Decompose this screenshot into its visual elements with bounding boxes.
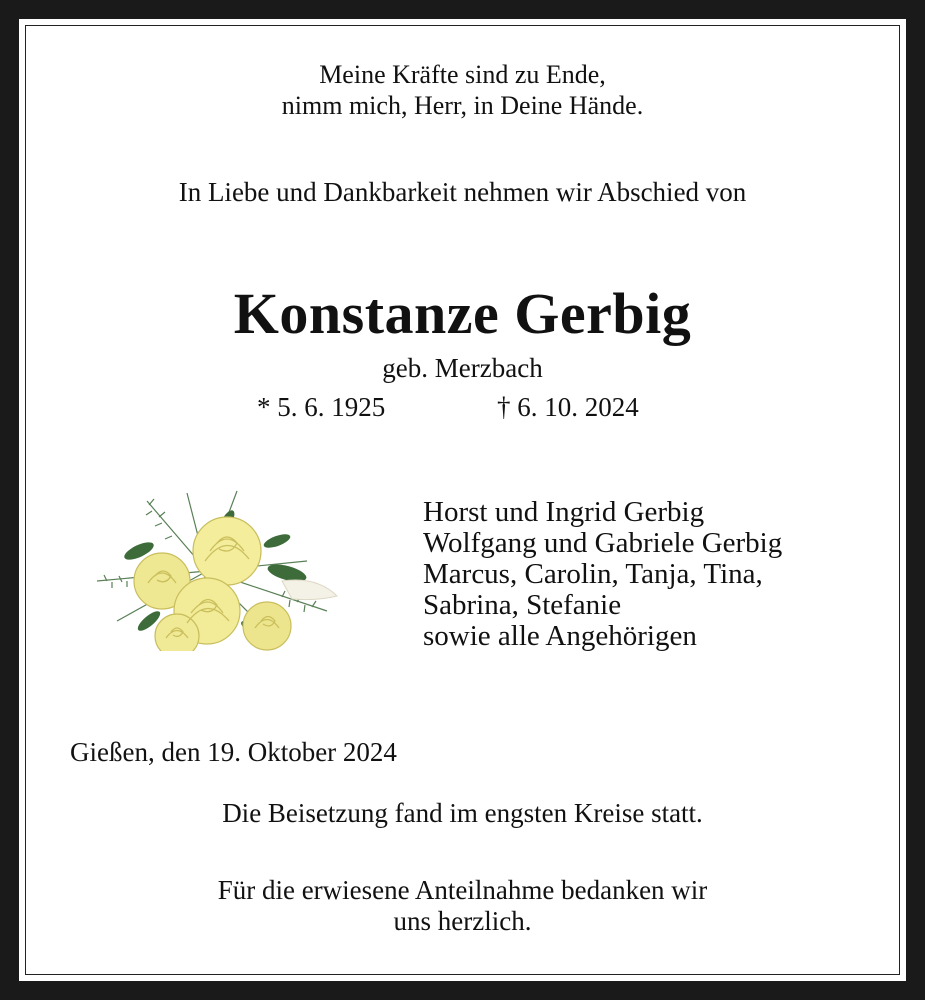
family-line: Wolfgang und Gabriele Gerbig	[423, 527, 783, 559]
family-list	[423, 497, 782, 652]
burial-note: Die Beisetzung fand im engsten Kreise statt.	[222, 798, 703, 828]
thanks-line-1: Für die erwiesene Anteilnahme bedanken wir	[217, 875, 708, 905]
intro-text: In Liebe und Dankbarkeit nehmen wir Abschied von	[178, 177, 747, 207]
place-and-date: Gießen, den 19. Oktober 2024	[70, 737, 397, 767]
family-line: sowie alle Angehörigen	[423, 620, 697, 652]
birth-date: * 5. 6. 1925	[257, 392, 386, 422]
motto-line-1: Meine Kräfte sind zu Ende,	[319, 60, 606, 89]
family-line: Horst und Ingrid Gerbig	[423, 496, 705, 528]
death-date: † 6. 10. 2024	[497, 392, 639, 422]
yellow-roses-image	[77, 481, 339, 651]
thanks-note	[19, 875, 906, 937]
deceased-name: Konstanze Gerbig	[233, 281, 692, 346]
family-line: Sabrina, Stefanie	[423, 589, 622, 621]
thanks-line-2: uns herzlich.	[393, 906, 532, 936]
motto-line-2: nimm mich, Herr, in Deine Hände.	[281, 91, 644, 120]
family-line: Marcus, Carolin, Tanja, Tina,	[423, 558, 763, 590]
obituary-card	[19, 19, 906, 981]
motto-verse	[19, 59, 906, 121]
maiden-name: geb. Merzbach	[382, 353, 543, 383]
